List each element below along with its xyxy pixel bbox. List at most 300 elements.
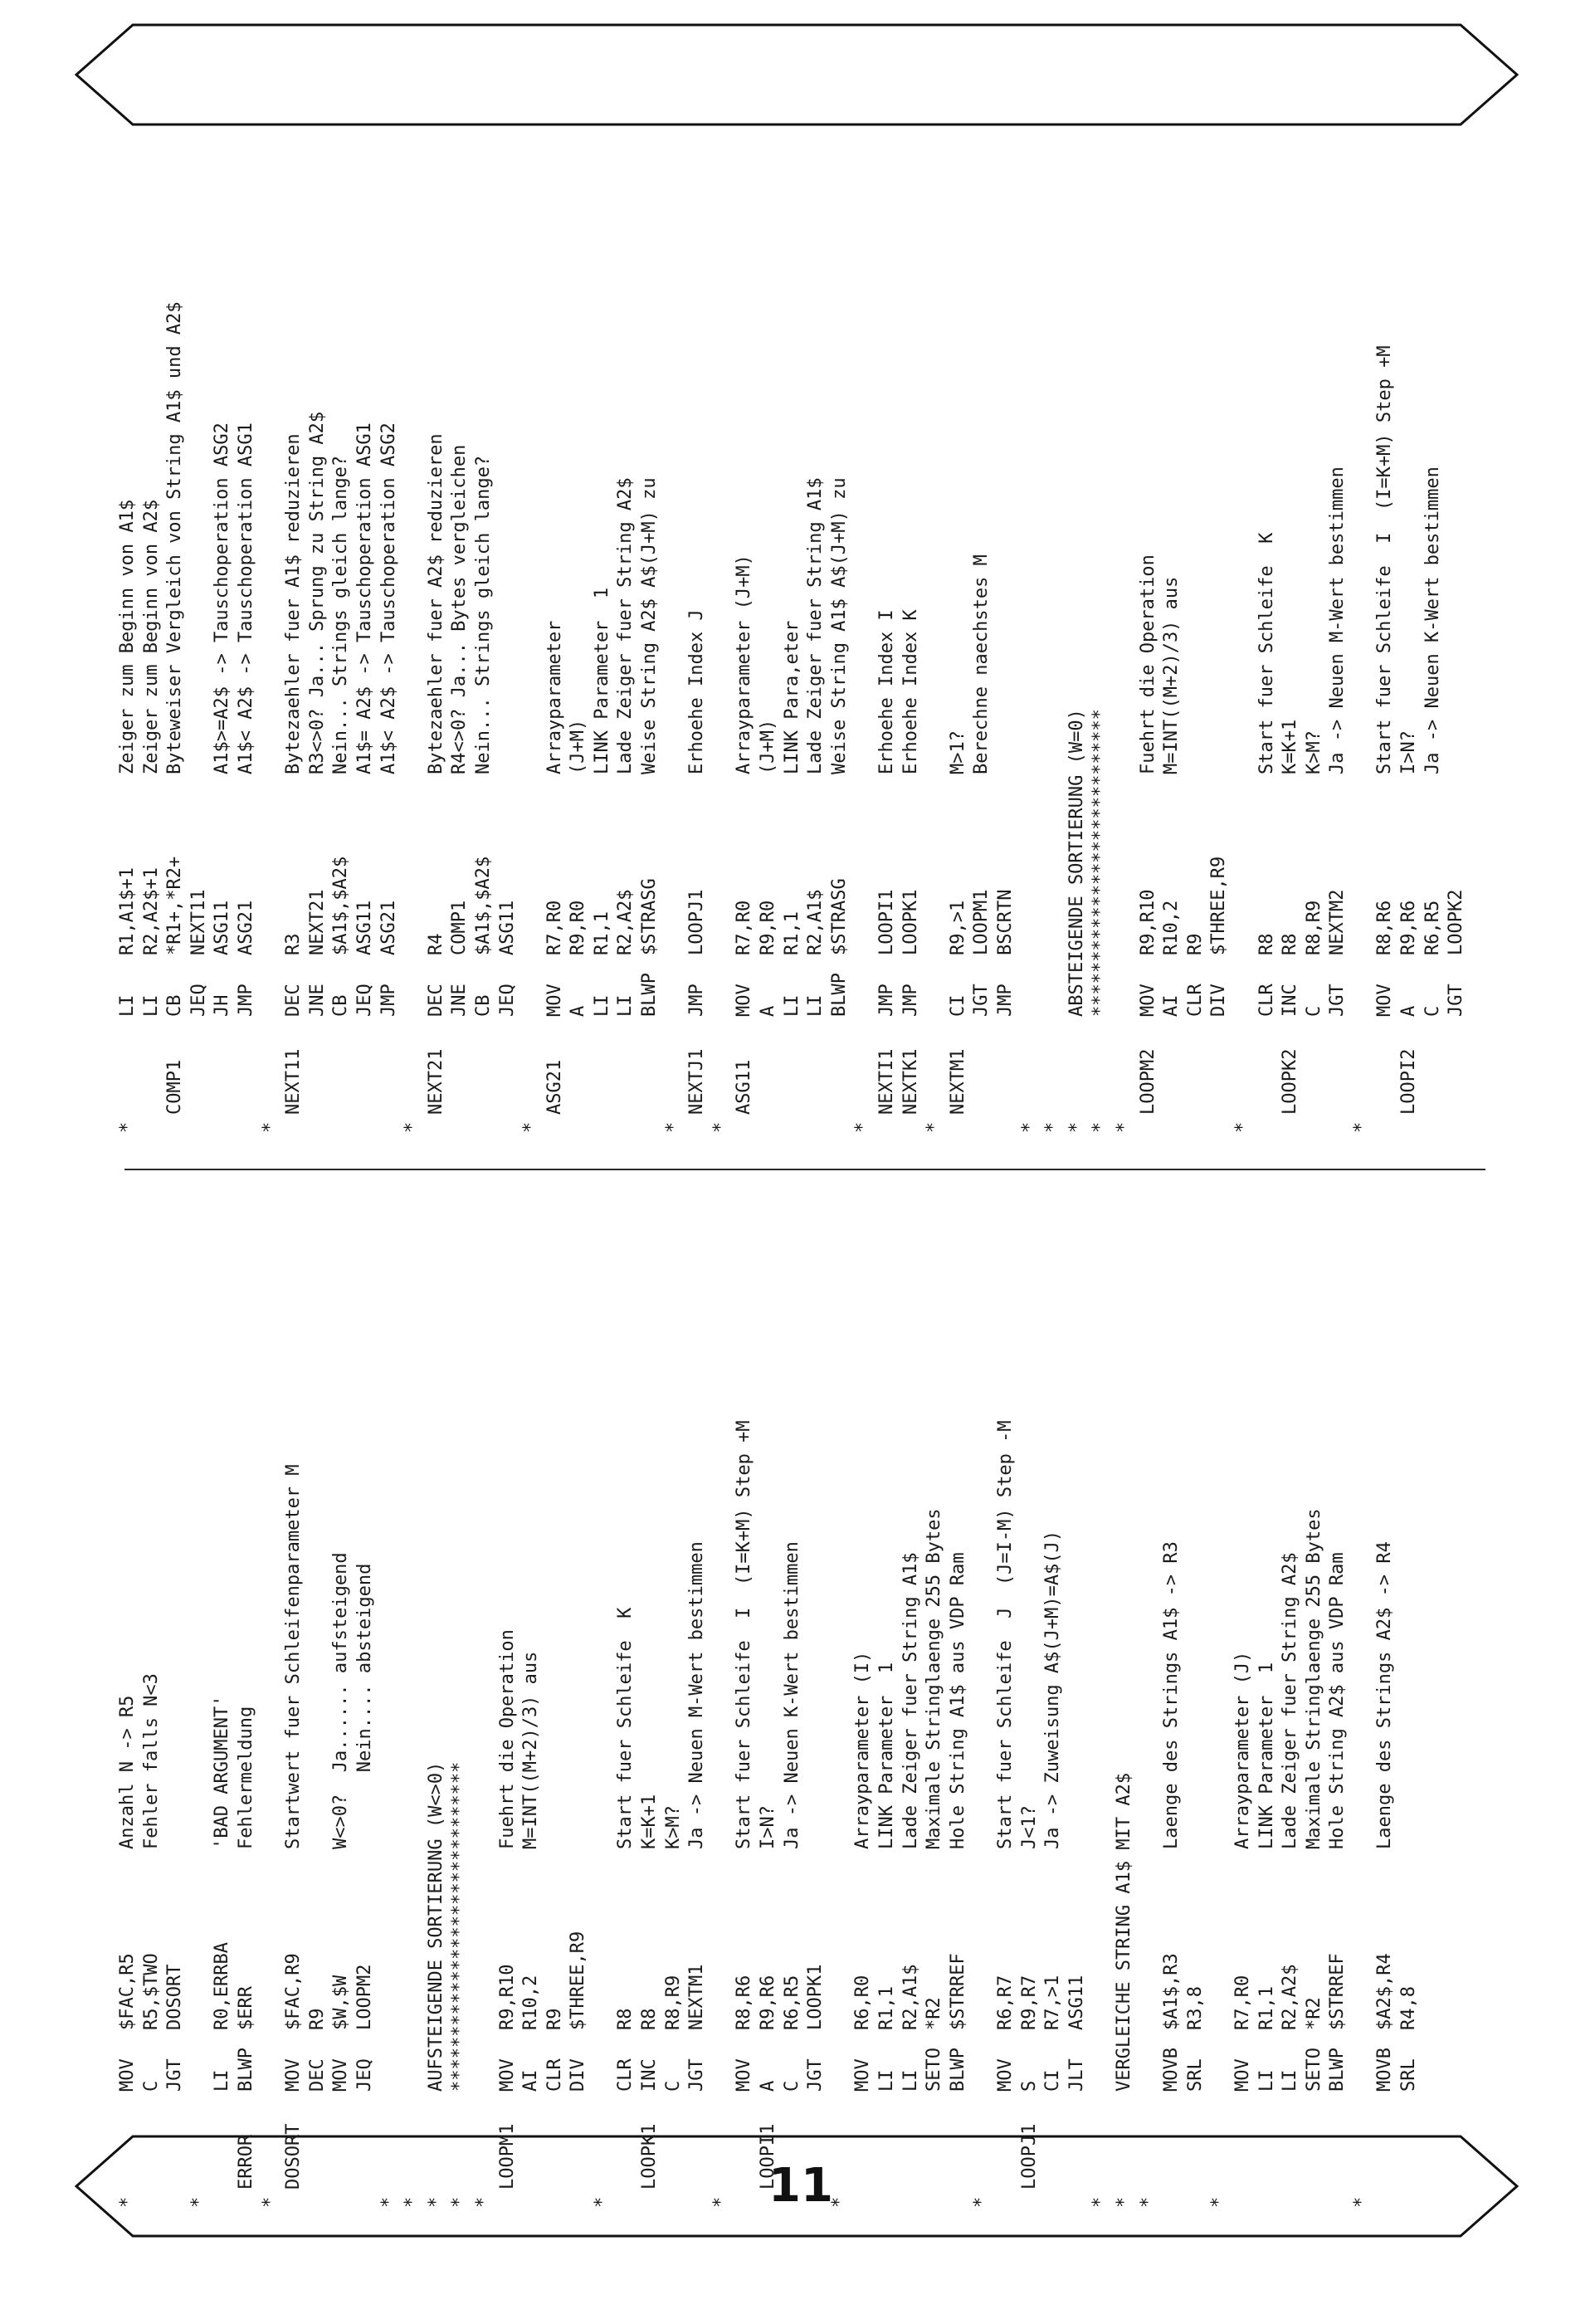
code-line — [1066, 1318, 1090, 2208]
code-line — [1422, 243, 1446, 1133]
code-line — [923, 243, 947, 1133]
comment-marker — [354, 1115, 378, 1133]
code-comment: A1$< A2$ -> Tauschoperation ASG2 — [378, 422, 399, 774]
comment-marker — [472, 1115, 496, 1133]
opcode: LI — [591, 994, 612, 1017]
opcode: JH — [212, 994, 233, 1017]
operand — [1089, 774, 1113, 955]
code-comment: Arrayparameter — [544, 620, 565, 774]
opcode: MOV — [1137, 984, 1158, 1017]
comment-marker — [163, 2190, 188, 2208]
comment-marker: * — [402, 1121, 423, 1133]
operand — [472, 1849, 496, 2030]
code-line — [1018, 1318, 1042, 2208]
comment-marker — [163, 1115, 188, 1133]
opcode: DEC — [306, 2058, 328, 2092]
code-comment: Bytezaehler fuer A2$ reduzieren — [425, 433, 446, 774]
opcode: JMP — [900, 984, 921, 1017]
code-line — [567, 243, 591, 1133]
operand: R8 — [639, 2008, 661, 2030]
comment-marker — [1397, 1115, 1422, 1133]
comment-marker — [1373, 1115, 1397, 1133]
opcode: LI — [876, 2069, 897, 2092]
code-line — [1232, 243, 1256, 1133]
code-comment — [519, 243, 544, 774]
code-line — [1373, 1318, 1397, 2208]
opcode: LI — [781, 994, 802, 1017]
code-line — [662, 243, 686, 1133]
operand: R1,A1$+1 — [117, 867, 138, 955]
code-comment — [163, 1318, 188, 1849]
page-number: 11 — [768, 2159, 833, 2213]
code-label: LOOPM2 — [1137, 1048, 1158, 1115]
comment-marker — [1066, 2190, 1090, 2208]
opcode: MOV — [1374, 984, 1396, 1017]
comment-marker — [1207, 1115, 1232, 1133]
operand — [1350, 1849, 1374, 2030]
comment-marker — [614, 1115, 638, 1133]
opcode: JMP — [994, 984, 1016, 1017]
operand: $THREE,R9 — [568, 1931, 589, 2030]
code-line — [1279, 243, 1303, 1133]
code-label — [1018, 1017, 1042, 1115]
code-comment: I>N? — [758, 1805, 779, 1849]
opcode: **************************** — [1090, 709, 1111, 1017]
comment-marker: * — [378, 2196, 399, 2208]
code-comment — [804, 1318, 828, 1849]
comment-marker — [1326, 1115, 1350, 1133]
operand: LOOPK2 — [1446, 889, 1467, 955]
code-label — [306, 2092, 330, 2190]
code-label — [140, 2092, 164, 2190]
code-line — [781, 243, 805, 1133]
code-comment: Anzahl N -> R5 — [117, 1695, 138, 1849]
code-label: ERROR — [235, 2134, 256, 2190]
operand: R6,R5 — [781, 1975, 802, 2030]
code-line — [947, 1318, 971, 2208]
opcode: JGT — [164, 2058, 186, 2092]
operand: ASG11 — [496, 900, 518, 955]
code-comment — [378, 1318, 402, 1849]
code-label — [1066, 1017, 1090, 1115]
opcode: BLWP — [947, 2048, 968, 2092]
opcode — [923, 955, 947, 1017]
operand: *R2 — [924, 1997, 945, 2030]
code-line — [544, 1318, 568, 2208]
comment-marker — [1303, 2190, 1327, 2208]
operand — [1041, 774, 1066, 955]
code-line — [900, 243, 924, 1133]
comment-marker: * — [971, 2196, 993, 2208]
comment-marker — [1256, 2190, 1280, 2208]
comment-marker — [733, 1115, 757, 1133]
code-comment: Start fuer Schleife K — [615, 1607, 637, 1849]
comment-marker — [757, 1115, 781, 1133]
code-comment: Maximale Stringlaenge 255 Bytes — [1303, 1508, 1324, 1849]
opcode: JMP — [686, 984, 708, 1017]
operand: NEXTM2 — [1327, 889, 1349, 955]
code-label — [851, 1017, 876, 1115]
code-label — [1184, 2092, 1208, 2190]
code-line — [306, 1318, 330, 2208]
comment-marker — [1373, 2190, 1397, 2208]
code-line — [828, 243, 852, 1133]
code-comment: Hole String A2$ aus VDP Ram — [1327, 1552, 1349, 1849]
operand — [710, 1849, 734, 2030]
opcode — [1137, 2030, 1161, 2092]
opcode: MOV — [852, 2058, 874, 2092]
code-label — [1303, 2092, 1327, 2190]
code-label — [259, 2092, 283, 2190]
comment-marker: * — [1090, 2196, 1111, 2208]
code-line — [1397, 1318, 1422, 2208]
operand — [448, 1849, 472, 2030]
opcode — [259, 955, 283, 1017]
code-label — [804, 2092, 828, 2190]
code-line — [1279, 1318, 1303, 2208]
comment-marker — [544, 1115, 568, 1133]
opcode: MOV — [283, 2058, 305, 2092]
opcode: C — [140, 2080, 162, 2092]
code-label — [211, 1017, 235, 1115]
comment-marker: * — [924, 1121, 945, 1133]
operand — [923, 774, 947, 955]
operand — [1113, 1849, 1137, 2030]
opcode: MOV — [734, 2058, 755, 2092]
code-comment — [828, 1318, 852, 1849]
comment-marker: * — [662, 1121, 684, 1133]
code-line — [378, 243, 402, 1133]
code-line — [614, 1318, 638, 2208]
code-comment — [1018, 243, 1042, 774]
code-comment — [401, 243, 425, 774]
code-comment: A1$= A2$ -> Tauschoperation ASG1 — [354, 422, 375, 774]
comment-marker — [140, 1115, 164, 1133]
code-line — [947, 243, 971, 1133]
comment-marker: * — [1066, 1121, 1087, 1133]
opcode: MOV — [544, 984, 565, 1017]
operand: $STRASG — [828, 878, 850, 955]
opcode — [851, 955, 876, 1017]
code-label — [1373, 2092, 1397, 2190]
code-comment: W<>0? Ja...... aufsteigend — [330, 1552, 352, 1849]
code-label — [1089, 2092, 1113, 2190]
comment-marker: * — [259, 2196, 280, 2208]
code-line — [970, 1318, 994, 2208]
code-line — [1113, 243, 1137, 1133]
code-comment — [1232, 243, 1256, 774]
code-line — [448, 1318, 472, 2208]
code-comment: Zeiger zum Beginn von A1$ — [117, 499, 138, 774]
operand: $FAC,R9 — [283, 1953, 305, 2030]
comment-marker — [329, 1115, 354, 1133]
code-line — [638, 1318, 662, 2208]
comment-marker: * — [449, 2196, 471, 2208]
comment-marker: * — [472, 2196, 494, 2208]
comment-marker — [211, 2190, 235, 2208]
code-line — [1256, 1318, 1280, 2208]
code-line — [448, 243, 472, 1133]
code-comment — [401, 1318, 425, 1849]
operand: LOOPM2 — [354, 1964, 375, 2030]
operand — [1207, 1849, 1232, 2030]
comment-marker — [685, 1115, 710, 1133]
code-comment — [1137, 1318, 1161, 1849]
comment-marker — [1018, 2190, 1042, 2208]
opcode: MOVB — [1161, 2048, 1183, 2092]
operand — [1089, 1849, 1113, 2030]
comment-marker: * — [425, 2196, 446, 2208]
comment-marker — [354, 2190, 378, 2208]
column-divider — [124, 1169, 1485, 1170]
comment-marker — [496, 2190, 520, 2208]
code-line — [1445, 243, 1469, 1133]
operand: ASG11 — [354, 900, 375, 955]
code-label: NEXT11 — [283, 1048, 305, 1115]
code-comment: Nein... Strings gleich lange? — [330, 455, 352, 774]
code-label — [947, 2092, 971, 2190]
opcode: INC — [1280, 984, 1301, 1017]
opcode: AUFSTEIGENDE SORTIERUNG (W<>0) — [425, 1761, 446, 2092]
code-line — [188, 1318, 212, 2208]
comment-marker — [519, 2190, 544, 2208]
code-line — [567, 1318, 591, 2208]
code-label — [781, 2092, 805, 2190]
code-label — [378, 2092, 402, 2190]
operand: R9,R7 — [1018, 1975, 1040, 2030]
code-comment: Ja -> Neuen M-Wert bestimmen — [1327, 466, 1349, 774]
operand: R6,R0 — [852, 1975, 874, 2030]
code-line — [1373, 243, 1397, 1133]
code-line — [1232, 1318, 1256, 2208]
code-comment: J<1? — [1018, 1805, 1040, 1849]
code-label — [614, 1017, 638, 1115]
code-comment — [1041, 243, 1066, 774]
operand: R9,R6 — [758, 1975, 779, 2030]
code-label — [781, 1017, 805, 1115]
code-line — [591, 243, 615, 1133]
code-line — [757, 1318, 781, 2208]
operand: R7,R0 — [734, 900, 755, 955]
code-label — [900, 2092, 924, 2190]
operand: R1,1 — [781, 911, 802, 955]
operand: R1,1 — [876, 1986, 897, 2030]
operand: R9,R0 — [568, 900, 589, 955]
code-line — [282, 243, 306, 1133]
code-line — [496, 243, 520, 1133]
code-line — [851, 243, 876, 1133]
code-comment: Bytezaehler fuer A1$ reduzieren — [283, 433, 305, 774]
comment-marker — [1445, 1115, 1469, 1133]
operand — [710, 774, 734, 955]
opcode: MOV — [994, 2058, 1016, 2092]
code-comment — [188, 1318, 212, 1849]
code-label — [994, 2092, 1018, 2190]
code-label: NEXTJ1 — [686, 1048, 708, 1115]
code-line — [900, 1318, 924, 2208]
code-label: NEXTI1 — [876, 1048, 897, 1115]
code-label: NEXTM1 — [947, 1048, 968, 1115]
opcode — [1041, 955, 1066, 1017]
comment-marker: * — [1113, 2196, 1134, 2208]
code-comment: Weise String A1$ A$(J+M) zu — [828, 477, 850, 774]
comment-marker: * — [1137, 2196, 1158, 2208]
code-line — [235, 243, 259, 1133]
operand: R10,2 — [520, 1975, 542, 2030]
operand: R6,R7 — [994, 1975, 1016, 2030]
comment-marker — [140, 2190, 164, 2208]
comment-marker: * — [1113, 1121, 1134, 1133]
code-comment — [496, 243, 520, 774]
opcode: CI — [1042, 2069, 1064, 2092]
operand: R5,$TWO — [140, 1953, 162, 2030]
code-comment: M>1? — [947, 730, 968, 774]
code-label: LOOPK2 — [1280, 1048, 1301, 1115]
code-line — [163, 1318, 188, 2208]
opcode: CLR — [544, 2058, 565, 2092]
operand: R1,1 — [591, 911, 612, 955]
code-line — [425, 1318, 449, 2208]
operand: ASG11 — [1066, 1975, 1087, 2030]
code-comment: Start fuer Schleife I (I=K+M) Step +M — [1374, 345, 1396, 774]
comment-marker — [828, 1115, 852, 1133]
code-label — [1137, 2092, 1161, 2190]
code-comment — [1089, 1318, 1113, 1849]
opcode: DEC — [425, 984, 446, 1017]
comment-marker: * — [402, 2196, 423, 2208]
operand: $A1$,R3 — [1161, 1953, 1183, 2030]
opcode: JEQ — [496, 984, 518, 1017]
code-comment — [1207, 1318, 1232, 1849]
code-comment — [1066, 243, 1090, 774]
code-comment: (J+M) — [758, 719, 779, 774]
code-line — [378, 1318, 402, 2208]
code-label — [1232, 2092, 1256, 2190]
code-label — [685, 2092, 710, 2190]
opcode: LI — [805, 994, 827, 1017]
code-comment — [188, 243, 212, 774]
comment-marker: * — [1232, 1121, 1253, 1133]
code-comment: Lade Zeiger fuer String A2$ — [615, 477, 637, 774]
code-line — [1089, 1318, 1113, 2208]
code-comment: Ja -> Neuen K-Wert bestimmen — [781, 1541, 802, 1849]
code-label — [876, 2092, 900, 2190]
opcode: A — [758, 1005, 779, 1017]
code-label: ASG11 — [734, 1059, 755, 1115]
comment-marker: * — [710, 2196, 731, 2208]
opcode: JEQ — [354, 984, 375, 1017]
comment-marker — [614, 2190, 638, 2208]
code-label — [1350, 1017, 1374, 1115]
code-label — [378, 1017, 402, 1115]
opcode: MOV — [496, 2058, 518, 2092]
operand — [259, 774, 283, 955]
code-comment — [306, 1318, 330, 1849]
opcode: INC — [639, 2058, 661, 2092]
code-line — [425, 243, 449, 1133]
comment-marker: * — [591, 2196, 612, 2208]
code-label — [448, 2092, 472, 2190]
operand: NEXT21 — [306, 889, 328, 955]
code-comment: Arrayparameter (I) — [852, 1651, 874, 1849]
code-label — [828, 2092, 852, 2190]
opcode: SETO — [924, 2048, 945, 2092]
operand: $THREE,R9 — [1208, 856, 1230, 955]
code-label — [1422, 1017, 1446, 1115]
code-comment: Arrayparameter (J+M) — [734, 554, 755, 774]
code-comment — [1089, 243, 1113, 774]
code-line — [519, 1318, 544, 2208]
comment-marker — [1137, 1115, 1161, 1133]
opcode: CLR — [1256, 984, 1277, 1017]
code-line — [116, 243, 140, 1133]
comment-marker — [425, 1115, 449, 1133]
operand: ASG21 — [235, 900, 256, 955]
code-comment — [1113, 1318, 1137, 1849]
opcode: MOV — [1232, 2058, 1253, 2092]
code-label — [1041, 2092, 1066, 2190]
opcode: C — [781, 2080, 802, 2092]
code-label — [1066, 2092, 1090, 2190]
code-comment: Hole String A1$ aus VDP Ram — [947, 1552, 968, 1849]
opcode: LI — [212, 2069, 233, 2092]
code-comment — [994, 243, 1018, 774]
code-comment — [710, 243, 734, 774]
code-label — [1303, 1017, 1327, 1115]
code-line — [804, 1318, 828, 2208]
comment-marker — [1256, 1115, 1280, 1133]
operand — [851, 774, 876, 955]
code-comment: Ja -> Neuen K-Wert bestimmen — [1422, 466, 1443, 774]
code-line — [1350, 243, 1374, 1133]
operand: R9,R10 — [496, 1964, 518, 2030]
operand: R9,R10 — [1137, 889, 1158, 955]
comment-marker: * — [852, 1121, 874, 1133]
operand: $W,$W — [330, 1975, 352, 2030]
code-label — [1326, 2092, 1350, 2190]
comment-marker — [448, 1115, 472, 1133]
code-line — [329, 243, 354, 1133]
code-comment: K>M? — [1303, 730, 1324, 774]
code-label: ASG21 — [544, 1059, 565, 1115]
comment-marker — [211, 1115, 235, 1133]
code-label — [804, 1017, 828, 1115]
opcode: A — [1398, 1005, 1420, 1017]
code-comment: A1$< A2$ -> Tauschoperation ASG1 — [235, 422, 256, 774]
operand: R2,A1$ — [900, 1964, 921, 2030]
comment-marker — [876, 1115, 900, 1133]
opcode — [259, 2030, 283, 2092]
code-line — [994, 243, 1018, 1133]
operand: R9,R6 — [1398, 900, 1420, 955]
code-label — [567, 1017, 591, 1115]
operand: LOOPK1 — [900, 889, 921, 955]
code-line — [1256, 243, 1280, 1133]
operand — [378, 1849, 402, 2030]
comment-marker — [947, 1115, 971, 1133]
operand: $ERR — [235, 1986, 256, 2030]
code-label — [1326, 1017, 1350, 1115]
code-comment: Start fuer Schleife J (J=I-M) Step -M — [994, 1420, 1016, 1849]
code-comment — [923, 243, 947, 774]
code-line — [662, 1318, 686, 2208]
code-label — [448, 1017, 472, 1115]
opcode: C — [1422, 1005, 1443, 1017]
code-comment — [851, 243, 876, 774]
operand — [519, 774, 544, 955]
code-comment — [1397, 1318, 1422, 1849]
code-label — [1256, 2092, 1280, 2190]
